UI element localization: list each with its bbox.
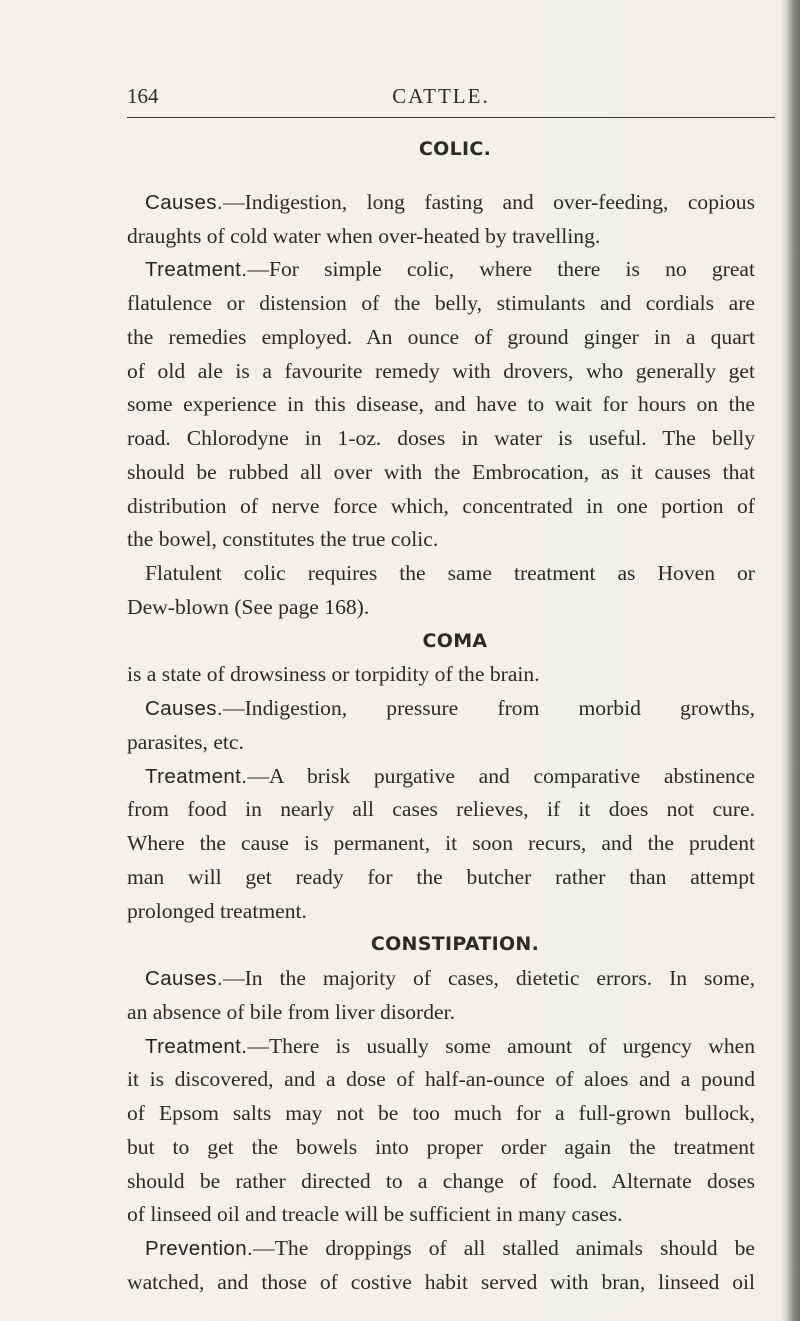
text-line — [127, 186, 755, 220]
paragraph — [127, 760, 755, 929]
paragraph-label: Treatment. — [145, 1034, 248, 1058]
line-text: but to get the bowels into proper order again the treatment — [127, 1134, 755, 1159]
page-header — [127, 84, 755, 112]
line-text: of Epsom salts may not be too much for a full-grown bullock, — [127, 1101, 755, 1125]
text-line — [127, 523, 755, 557]
text-line — [127, 793, 755, 827]
line-text: road. Chlorodyne in 1-oz. doses in water is useful. The belly — [127, 426, 755, 450]
line-text: —In the majority of cases, dietetic errors. In some, — [223, 966, 755, 990]
section-heading: CONSTIPATION. — [370, 933, 540, 956]
text-line — [127, 490, 755, 524]
line-text: Where the cause is permanent, it soon recurs, and the prudent — [127, 831, 755, 855]
text-line — [127, 1198, 755, 1232]
text-line — [127, 321, 755, 355]
text-line — [127, 1030, 755, 1064]
line-text: —The droppings of all stalled animals should be — [253, 1236, 755, 1260]
paragraph — [127, 658, 755, 692]
line-text: Flatulent colic requires the same treatment as Hoven or — [145, 561, 755, 585]
text-line — [127, 422, 755, 456]
line-text: —For simple colic, where there is no great — [247, 257, 755, 282]
paragraph — [127, 557, 755, 625]
paragraph-label: Prevention. — [145, 1237, 254, 1260]
line-text: parasites, etc. — [127, 729, 244, 754]
line-text: the bowel, constitutes the true colic. — [127, 527, 439, 552]
line-text: —A brisk purgative and comparative abstinence — [247, 763, 755, 788]
paragraph-label: Causes. — [145, 697, 224, 720]
line-text: some experience in this disease, and have to wait for hours on the — [127, 392, 755, 417]
section-heading: COLIC. — [418, 138, 492, 160]
section-heading: COMA — [422, 629, 488, 652]
line-text: watched, and those of costive habit served with bran, linseed oil — [127, 1269, 755, 1294]
text-line — [127, 355, 755, 389]
text-line — [127, 1131, 755, 1165]
text-line — [127, 557, 755, 591]
text-line — [127, 962, 755, 996]
text-line — [127, 1165, 755, 1199]
paragraph — [127, 186, 755, 254]
text-line — [127, 591, 755, 625]
text-line — [127, 895, 755, 929]
paragraph — [127, 692, 755, 760]
text-line — [127, 1232, 755, 1266]
paragraph-label: Treatment. — [145, 764, 248, 788]
paragraph — [127, 1232, 755, 1300]
line-text: of old ale is a favourite remedy with drovers, who generally get — [127, 358, 755, 383]
text-line — [127, 1063, 755, 1097]
text-line — [127, 827, 755, 861]
text-line — [127, 658, 755, 692]
line-text: distribution of nerve force which, concentrated in one portion of — [127, 493, 755, 518]
page-body — [127, 133, 755, 1300]
paragraph — [127, 962, 755, 1030]
text-line — [127, 1097, 755, 1131]
running-title: CATTLE. — [392, 84, 490, 108]
line-text: man will get ready for the butcher rather than attempt — [127, 864, 755, 889]
paragraph — [127, 253, 755, 557]
text-line — [127, 220, 755, 254]
text-line — [127, 1266, 755, 1300]
line-text: of linseed oil and treacle will be sufficient in many cases. — [127, 1202, 623, 1227]
line-text: prolonged treatment. — [127, 898, 307, 923]
header-rule — [127, 117, 775, 118]
line-text: should be rubbed all over with the Embrocation, as it causes that — [127, 459, 755, 484]
line-text: —There is usually some amount of urgency when — [247, 1033, 755, 1058]
line-text: draughts of cold water when over-heated by travelling. — [127, 223, 601, 248]
line-text: is a state of drowsiness or torpidity of the brain. — [127, 662, 540, 687]
line-text: it is discovered, and a dose of half-an-ounce of aloes and a pound — [127, 1067, 755, 1092]
text-line — [127, 287, 755, 321]
text-line — [127, 253, 755, 287]
line-text: from food in nearly all cases relieves, if it does not cure. — [127, 797, 755, 822]
line-text: the remedies employed. An ounce of ground ginger in a quart — [127, 324, 755, 349]
paragraph-label: Causes. — [145, 190, 224, 214]
paragraph-label: Treatment. — [145, 258, 248, 282]
paragraph-label: Causes. — [145, 967, 224, 990]
line-text: —Indigestion, pressure from morbid growths, — [223, 696, 755, 720]
text-line — [127, 692, 755, 726]
page-number: 164 — [127, 84, 159, 108]
text-line — [127, 760, 755, 794]
text-line — [127, 726, 755, 760]
text-line — [127, 388, 755, 422]
text-line — [127, 456, 755, 490]
line-text: an absence of bile from liver disorder. — [127, 999, 455, 1024]
paragraph — [127, 1030, 755, 1233]
text-line — [127, 861, 755, 895]
text-line — [127, 996, 755, 1030]
line-text: —Indigestion, long fasting and over-feeding, copious — [223, 189, 755, 214]
line-text: flatulence or distension of the belly, stimulants and cordials are — [127, 291, 755, 315]
line-text: Dew-blown (See page 168). — [127, 594, 370, 619]
line-text: should be rather directed to a change of food. Alternate doses — [127, 1168, 755, 1193]
